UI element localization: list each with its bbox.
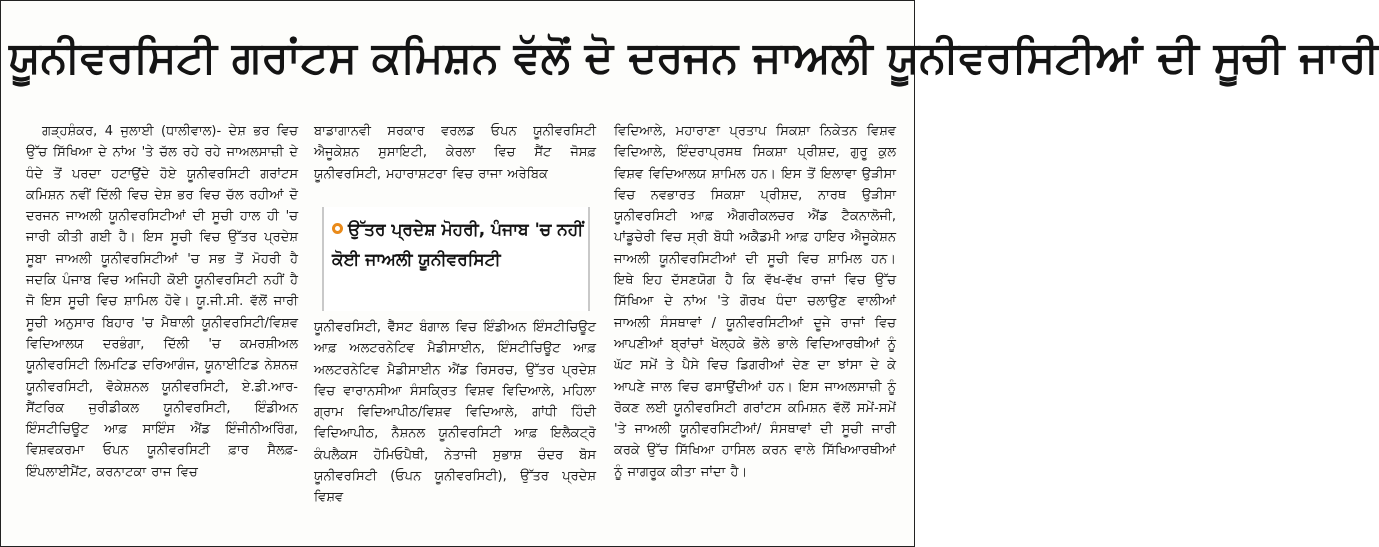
article-column-1 [26, 121, 298, 483]
column-1-text: ਗੜ੍ਹਸ਼ੰਕਰ, 4 ਜੁਲਾਈ (ਧਾਲੀਵਾਲ)- ਦੇਸ਼ ਭਰ ਵਿਚ ਉੱਚ ਸਿੱਖਿਆ ਦੇ ਨਾਂਅ 'ਤੇ ਚੱਲ ਰਹੇ ਰਹੇ ਜਾਅਲਸਾਜ਼ੀ ਦੇ ਧੰਦੇ ਤੋਂ ਪਰਦਾ ਹਟਾਉਂਦੇ ਹੋਏ ਯੂਨੀਵਰਸਿਟੀ ਗਰਾਂਟਸ ਕਮਿਸ਼ਨ ਨਵੀਂ ਦਿੱਲੀ ਵਿਚ ਦੇਸ਼ ਭਰ ਵਿਚ ਚੱਲ ਰਹੀਆਂ ਦੋ ਦਰਜਨ ਜਾਅਲੀ ਯੂਨੀਵਰਸਿਟੀਆਂ ਦੀ ਸੂਚੀ ਹਾਲ ਹੀ 'ਚ ਜਾਰੀ ਕੀਤੀ ਗਈ ਹੈ। ਇਸ ਸੂਚੀ ਵਿਚ ਉੱਤਰ ਪ੍ਰਦੇਸ਼ ਸੂਬਾ ਜਾਅਲੀ ਯੂਨੀਵਰਸਿਟੀਆਂ 'ਚ ਸਭ ਤੋਂ ਮੋਹਰੀ ਹੈ ਜਦਕਿ ਪੰਜਾਬ ਵਿਚ ਅਜਿਹੀ ਕੋਈ ਯੂਨੀਵਰਸਿਟੀ ਨਹੀਂ ਹੈ ਜੋ ਇਸ ਸੂਚੀ ਵਿਚ ਸ਼ਾਮਿਲ ਹੋਵੇ। ਯੂ.ਜੀ.ਸੀ. ਵੱਲੋਂ ਜਾਰੀ ਸੂਚੀ ਅਨੁਸਾਰ ਬਿਹਾਰ 'ਚ ਮੈਥਾਲੀ ਯੂਨੀਵਰਸਿਟੀ/ਵਿਸ਼ਵ ਵਿਦਿਆਲਯ ਦਰਭੰਗਾ, ਦਿੱਲੀ 'ਚ ਕਮਰਸ਼ੀਅਲ ਯੂਨੀਵਰਸਿਟੀ ਲਿਮਟਿਡ ਦਰਿਆਗੰਜ, ਯੂਨਾਈਟਿਡ ਨੇਸ਼ਨਜ਼ ਯੂਨੀਵਰਸਿਟੀ, ਵੋਕੇਸ਼ਨਲ ਯੂਨੀਵਰਸਿਟੀ, ਏ.ਡੀ.ਆਰ-ਸੈਂਟਰਿਕ ਜੁਰੀਡੀਕਲ ਯੂਨੀਵਰਸਿਟੀ, ਇੰਡੀਅਨ ਇੰਸਟੀਚਿਊਟ ਆਫ਼ ਸਾਇੰਸ ਐਂਡ ਇੰਜੀਨੀਅਰਿੰਗ, ਵਿਸ਼ਵਕਰਮਾ ਓਪਨ ਯੂਨੀਵਰਸਿਟੀ ਫ਼ਾਰ ਸੈਲਫ਼-ਇੰਪਲਾਈਮੈਂਟ, ਕਰਨਾਟਕਾ ਰਾਜ ਵਿਚ [26, 124, 298, 480]
article-column-3 [614, 121, 896, 483]
headline: ਯੂਨੀਵਰਸਿਟੀ ਗਰਾਂਟਸ ਕਮਿਸ਼ਨ ਵੱਲੋਂ ਦੋ ਦਰਜਨ ਜਾਅਲੀ ਯੂਨੀਵਰਸਿਟੀਆਂ ਦੀ ਸੂਚੀ ਜਾਰੀ [9, 33, 1379, 83]
pull-quote-box [322, 207, 590, 311]
article-column-2 [314, 121, 596, 509]
column-2-top-text: ਬਾਡਾਗਾਨਵੀ ਸਰਕਾਰ ਵਰਲਡ ਓਪਨ ਯੂਨੀਵਰਸਿਟੀ ਐਜੂਕੇਸ਼ਨ ਸੁਸਾਇਟੀ, ਕੇਰਲਾ ਵਿਚ ਸੈਂਟ ਜੋਸਫ਼ ਯੂਨੀਵਰਸਿਟੀ, ਮਹਾਰਾਸ਼ਟਰਾ ਵਿਚ ਰਾਜਾ ਅਰੇਬਿਕ [314, 124, 596, 182]
column-2-bottom-text: ਯੂਨੀਵਰਸਿਟੀ, ਵੈੱਸਟ ਬੰਗਾਲ ਵਿਚ ਇੰਡੀਅਨ ਇੰਸਟੀਚਿਊਟ ਆਫ਼ ਅਲਟਰਨੇਟਿਵ ਮੈਡੀਸਾਈਨ, ਇੰਸਟੀਚਿਊਟ ਆਫ਼ ਅਲਟਰਨੇਟਿਵ ਮੈਡੀਸਾਈਨ ਐਂਡ ਰਿਸਰਚ, ਉੱਤਰ ਪ੍ਰਦੇਸ਼ ਵਿਚ ਵਾਰਾਨਸੀਆ ਸੰਸਕ੍ਰਿਤ ਵਿਸ਼ਵ ਵਿਦਿਆਲੇ, ਮਹਿਲਾ ਗ੍ਰਾਮ ਵਿਦਿਆਪੀਠ/ਵਿਸ਼ਵ ਵਿਦਿਆਲੇ, ਗਾਂਧੀ ਹਿੰਦੀ ਵਿਦਿਆਪੀਠ, ਨੈਸ਼ਨਲ ਯੂਨੀਵਰਸਿਟੀ ਆਫ਼ ਇਲੈਕਟ੍ਰੋ ਕੰਪਲੈਕਸ ਹੋਮਿਓਪੈਥੀ, ਨੇਤਾਜੀ ਸੁਭਾਸ਼ ਚੰਦਰ ਬੋਸ ਯੂਨੀਵਰਸਿਟੀ (ਓਪਨ ਯੂਨੀਵਰਸਿਟੀ), ਉੱਤਰ ਪ੍ਰਦੇਸ਼ ਵਿਸ਼ਵ [314, 320, 596, 506]
pull-quote-bullet-icon [332, 223, 343, 234]
pull-quote-text: ਉੱਤਰ ਪ੍ਰਦੇਸ਼ ਮੋਹਰੀ, ਪੰਜਾਬ 'ਚ ਨਹੀਂ ਕੋਈ ਜਾਅਲੀ ਯੂਨੀਵਰਸਿਟੀ [332, 220, 584, 270]
column-3-text: ਵਿਦਿਆਲੇ, ਮਹਾਰਾਣਾ ਪ੍ਰਤਾਪ ਸਿਕਸ਼ਾ ਨਿਕੇਤਨ ਵਿਸ਼ਵ ਵਿਦਿਆਲੇ, ਇੰਦਰਾਪ੍ਰਸਥ ਸਿਕਸ਼ਾ ਪ੍ਰੀਸ਼ਦ, ਗੁਰੂ ਕੁਲ ਵਿਸ਼ਵ ਵਿਦਿਆਲਯ ਸ਼ਾਮਿਲ ਹਨ। ਇਸ ਤੋਂ ਇਲਾਵਾ ਉੜੀਸਾ ਵਿਚ ਨਵਭਾਰਤ ਸਿਕਸ਼ਾ ਪ੍ਰੀਸ਼ਦ, ਨਾਰਥ ਉੜੀਸਾ ਯੂਨੀਵਰਸਿਟੀ ਆਫ਼ ਐਗਰੀਕਲਚਰ ਐਂਡ ਟੈਕਨਾਲੋਜੀ, ਪਾਂਡੂਚੇਰੀ ਵਿਚ ਸ੍ਰੀ ਬੋਧੀ ਅਕੈਡਮੀ ਆਫ਼ ਹਾਇਰ ਐਜੂਕੇਸ਼ਨ ਜਾਅਲੀ ਯੂਨੀਵਰਸਿਟੀਆਂ ਦੀ ਸੂਚੀ ਵਿਚ ਸ਼ਾਮਿਲ ਹਨ। ਇਥੇ ਇਹ ਦੱਸਣਯੋਗ ਹੈ ਕਿ ਵੱਖ-ਵੱਖ ਰਾਜਾਂ ਵਿਚ ਉੱਚ ਸਿੱਖਿਆ ਦੇ ਨਾਂਅ 'ਤੇ ਗੋਰਖ ਧੰਦਾ ਚਲਾਉਣ ਵਾਲੀਆਂ ਜਾਅਲੀ ਸੰਸਥਾਵਾਂ / ਯੂਨੀਵਰਸਿਟੀਆਂ ਦੂਜੇ ਰਾਜਾਂ ਵਿਚ ਆਪਣੀਆਂ ਬ੍ਰਾਂਚਾਂ ਖੋਲ੍ਹਕੇ ਭੋਲੇ ਭਾਲੇ ਵਿਦਿਆਰਥੀਆਂ ਨੂੰ ਘੱਟ ਸਮੇਂ ਤੇ ਪੈਸੇ ਵਿਚ ਡਿਗਰੀਆਂ ਦੇਣ ਦਾ ਝਾਂਸਾ ਦੇ ਕੇ ਆਪਣੇ ਜਾਲ ਵਿਚ ਫਸਾਉਂਦੀਆਂ ਹਨ। ਇਸ ਜਾਅਲਸਾਜ਼ੀ ਨੂੰ ਰੋਕਣ ਲਈ ਯੂਨੀਵਰਸਿਟੀ ਗਰਾਂਟਸ ਕਮਿਸ਼ਨ ਵੱਲੋਂ ਸਮੇਂ-ਸਮੇਂ 'ਤੇ ਜਾਅਲੀ ਯੂਨੀਵਰਸਿਟੀਆਂ/ ਸੰਸਥਾਵਾਂ ਦੀ ਸੂਚੀ ਜਾਰੀ ਕਰਕੇ ਉੱਚ ਸਿੱਖਿਆ ਹਾਸਿਲ ਕਰਨ ਵਾਲੇ ਸਿੱਖਿਆਰਥੀਆਂ ਨੂੰ ਜਾਗਰੂਕ ਕੀਤਾ ਜਾਂਦਾ ਹੈ। [614, 124, 896, 480]
